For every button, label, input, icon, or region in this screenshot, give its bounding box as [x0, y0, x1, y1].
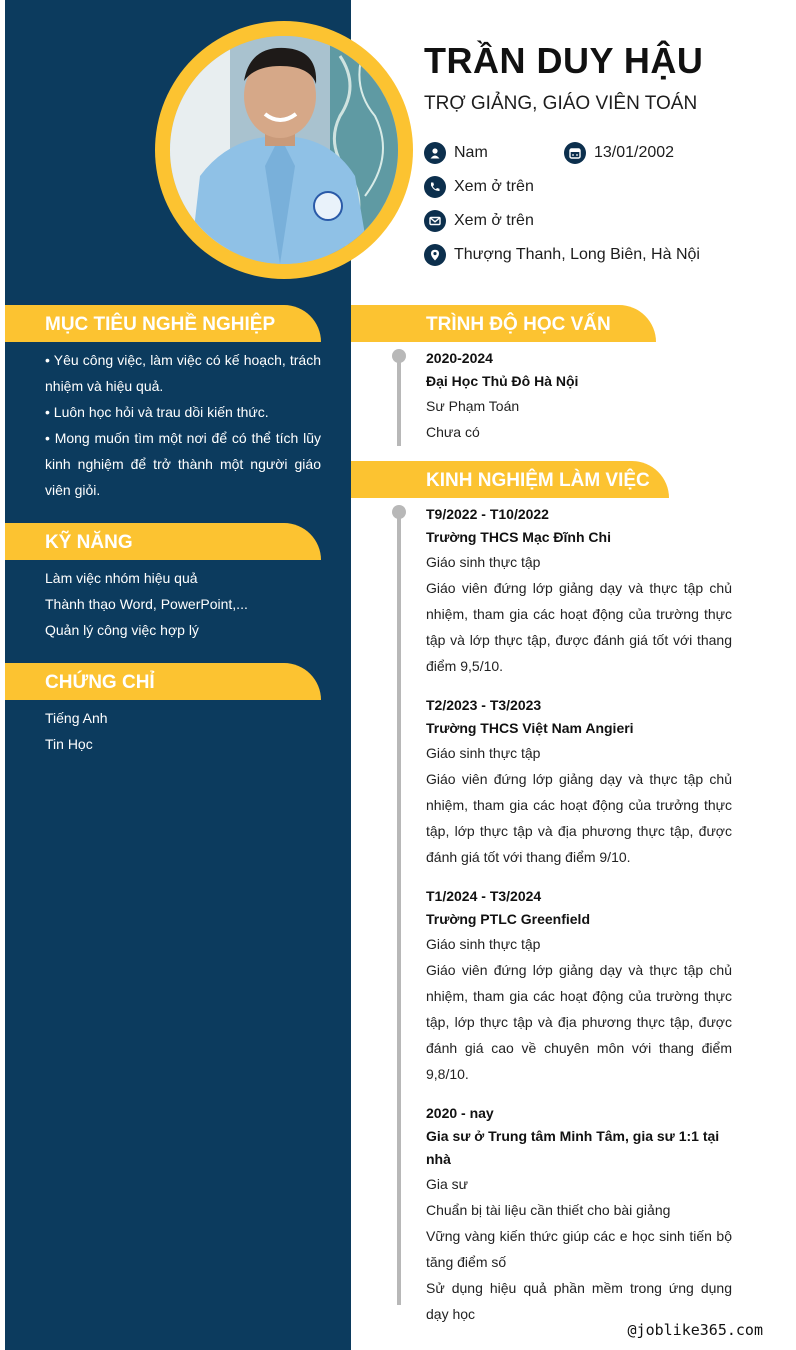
email-value: Xem ở trên	[454, 212, 534, 229]
list-item: • Luôn học hỏi và trau dồi kiến thức.	[45, 404, 269, 420]
section-header-skills: KỸ NĂNG	[5, 523, 321, 560]
entry-organization: Gia sư ở Trung tâm Minh Tâm, gia sư 1:1 tại nhà	[426, 1128, 720, 1167]
entry-duty: Vững vàng kiến thức giúp các e học sinh tiến bộ tăng điểm số	[426, 1228, 732, 1270]
entry-duty: Chuẩn bị tài liệu cần thiết cho bài giảng	[426, 1202, 671, 1218]
list-item: Tiếng Anh	[45, 710, 108, 726]
entry-role: Giáo sinh thực tập	[426, 745, 541, 761]
entry-note: Chưa có	[426, 424, 480, 440]
entry-organization: Trường PTLC Greenfield	[426, 911, 590, 927]
email-row	[424, 210, 534, 232]
person-icon	[424, 142, 446, 164]
certificates-list	[45, 705, 321, 757]
list-item: • Mong muốn tìm một nơi để có thể tích lũy kinh nghiệm để trở thành một người giáo viên giỏi.	[45, 430, 321, 498]
experience-entry	[426, 503, 732, 679]
entry-role: Giáo sinh thực tập	[426, 936, 541, 952]
entry-role: Gia sư	[426, 1176, 469, 1192]
objective-list	[45, 347, 321, 503]
entry-role: Giáo sinh thực tập	[426, 554, 541, 570]
experience-entry	[426, 1102, 732, 1327]
mail-icon	[424, 210, 446, 232]
list-item: • Yêu công việc, làm việc có kế hoạch, trách nhiệm và hiệu quả.	[45, 352, 321, 394]
experience-entry	[426, 694, 732, 870]
gender-value: Nam	[454, 144, 488, 161]
timeline-dot	[392, 349, 406, 363]
timeline-line	[397, 512, 401, 1305]
entry-description: Giáo viên đứng lớp giảng dạy và thực tập chủ nhiệm, tham gia các hoạt động của trường thực tập, lớp thực tập và địa phương thực tập, được đánh giá cao về chuyên môn với thang điểm 9,8/10.	[426, 962, 732, 1082]
phone-row	[424, 176, 534, 198]
entry-date: T1/2024 - T3/2024	[426, 888, 542, 904]
footer-watermark: @joblike365.com	[627, 1321, 763, 1339]
entry-date: 2020 - nay	[426, 1105, 494, 1121]
section-header-objective: MỤC TIÊU NGHỀ NGHIỆP	[5, 305, 321, 342]
list-item: Thành thạo Word, PowerPoint,...	[45, 596, 248, 612]
address-row	[424, 244, 700, 266]
entry-school: Đại Học Thủ Đô Hà Nội	[426, 373, 579, 389]
job-title: TRỢ GIẢNG, GIÁO VIÊN TOÁN	[424, 93, 698, 114]
section-header-certificates: CHỨNG CHỈ	[5, 663, 321, 700]
list-item: Tin Học	[45, 736, 93, 752]
entry-date: 2020-2024	[426, 350, 493, 366]
entry-major: Sư Phạm Toán	[426, 398, 520, 414]
timeline-line	[397, 356, 401, 446]
education-entry	[426, 347, 732, 445]
phone-value: Xem ở trên	[454, 178, 534, 195]
list-item: Làm việc nhóm hiệu quả	[45, 570, 198, 586]
entry-organization: Trường THCS Việt Nam Angieri	[426, 720, 634, 736]
gender-row	[424, 142, 488, 164]
experience-entry	[426, 885, 732, 1087]
skills-list	[45, 565, 321, 643]
entry-description: Giáo viên đứng lớp giảng dạy và thực tập chủ nhiệm, tham gia các hoạt động của trường thực tập và lớp thực tập, được đánh giá tốt với thang điểm 9,5/10.	[426, 580, 732, 674]
address-value: Thượng Thanh, Long Biên, Hà Nội	[454, 246, 700, 263]
entry-date: T9/2022 - T10/2022	[426, 506, 549, 522]
profile-photo	[170, 36, 398, 264]
entry-duty: Sử dụng hiệu quả phần mềm trong ứng dụng dạy học	[426, 1280, 732, 1322]
candidate-name: TRẦN DUY HẬU	[424, 40, 704, 81]
list-item: Quản lý công việc hợp lý	[45, 622, 199, 638]
entry-organization: Trường THCS Mạc Đĩnh Chi	[426, 529, 611, 545]
location-pin-icon	[424, 244, 446, 266]
entry-description: Giáo viên đứng lớp giảng dạy và thực tập chủ nhiệm, tham gia các hoạt động của trưởng thực tập, lớp thực tập và địa phương thực tập, được đánh giá tốt với thang điểm 9/10.	[426, 771, 732, 865]
birthdate-value: 13/01/2002	[594, 144, 675, 161]
phone-icon	[424, 176, 446, 198]
timeline-dot	[392, 505, 406, 519]
birthdate-row	[564, 142, 674, 164]
section-header-experience: KINH NGHIỆM LÀM VIỆC	[351, 461, 669, 498]
calendar-icon	[564, 142, 586, 164]
entry-date: T2/2023 - T3/2023	[426, 697, 542, 713]
section-header-education: TRÌNH ĐỘ HỌC VẤN	[351, 305, 656, 342]
